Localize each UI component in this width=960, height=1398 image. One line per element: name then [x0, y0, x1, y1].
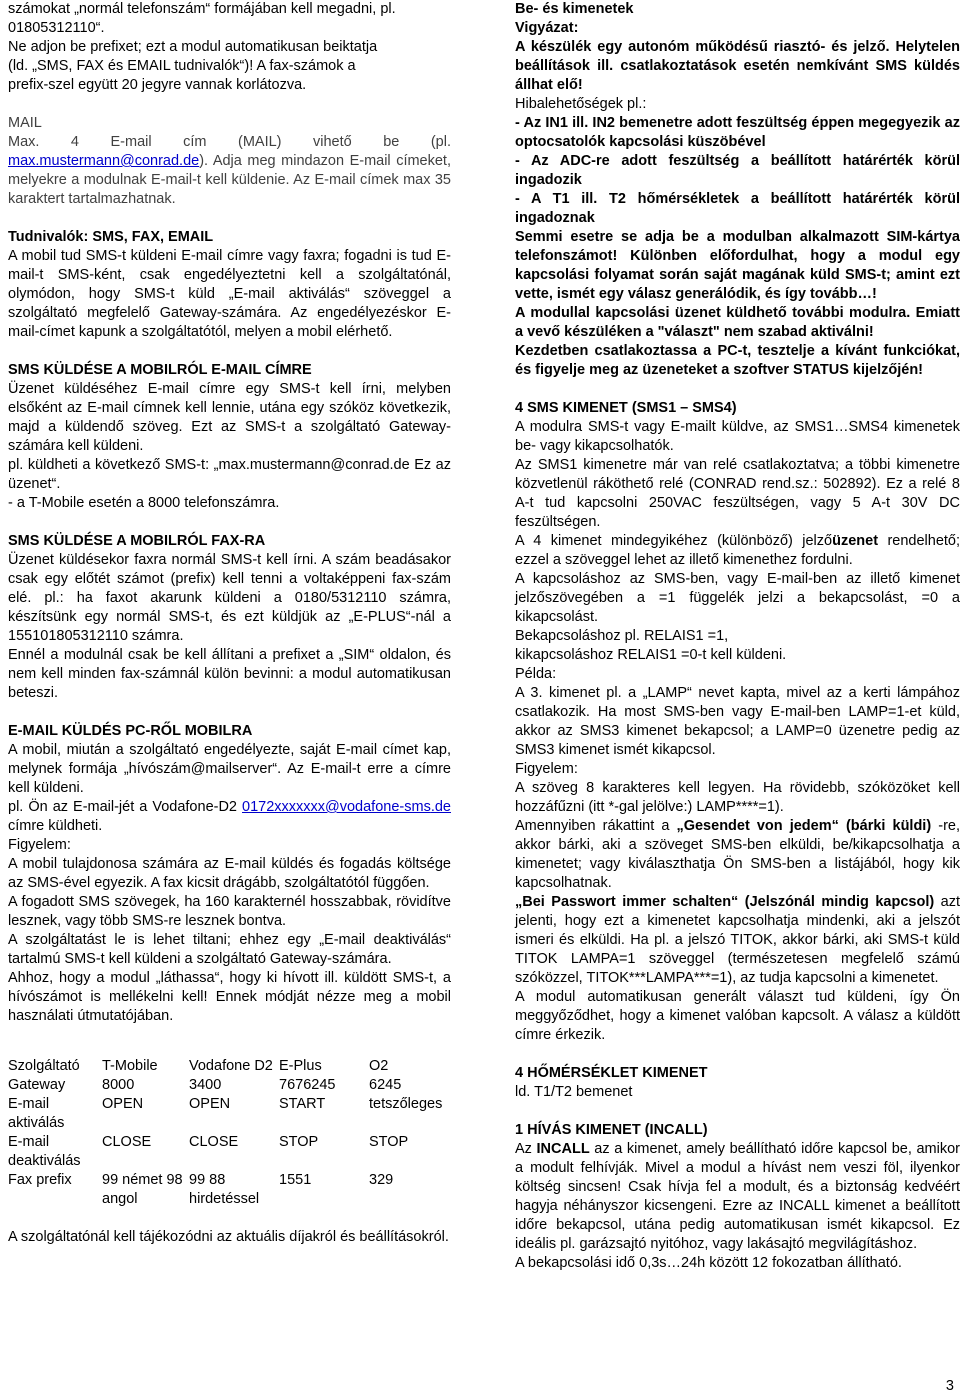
mail-example-link[interactable]: max.mustermann@conrad.de	[8, 153, 200, 169]
table-cell: 6245	[369, 1077, 402, 1093]
io-warning-3: A modullal kapcsolási üzenet küldhető további modulra. Emiatt a vevő készüléken a "választ" nem szabad aktiválni!	[515, 305, 960, 340]
tudnivalok-heading: Tudnivalók: SMS, FAX, EMAIL	[8, 229, 214, 245]
table-cell: E-Plus	[279, 1058, 322, 1074]
io-hiba-1: - Az IN1 ill. IN2 bemenetre adott feszültség éppen megegyezik az optocsatolók kapcsolási küszöbével	[515, 115, 960, 150]
sms-out-text-6: kikapcsoláshoz RELAIS1 =0-t kell küldeni.	[515, 647, 787, 663]
mail-text-post: ). Adja meg mindazon E-mail címeket, melyekre a modulnak E-mail-t kell küldenie. Az E-mail címek max 35 karaktert tartalmazhatnak.	[8, 153, 451, 207]
table-cell: START	[279, 1096, 326, 1112]
sms-email-text-1: Üzenet küldéséhez E-mail címre egy SMS-t kell írni, melyben elsőként az E-mail címnek kell lennie, utána egy szóköz következik, majd a küldendő szöveg. Ezt az SMS-t a szolgáltató Gateway-számára kell küldeni.	[8, 381, 451, 454]
io-warning-label: Vigyázat:	[515, 20, 579, 36]
figyelem-label-2: Figyelem:	[515, 761, 578, 777]
table-cell: tetszőleges	[369, 1096, 443, 1112]
io-hibalehetosegek: Hibalehetőségek pl.:	[515, 96, 647, 112]
sms-out-text-5: Bekapcsoláshoz pl. RELAIS1 =1,	[515, 628, 729, 644]
table-cell: T-Mobile	[102, 1058, 158, 1074]
figyelem-text-4: Ahhoz, hogy a modul „láthassa“, hogy ki hívott ill. küldött SMS-t, a hívószámot is mellékelni kell! Ennek módját nézze meg a mobil használati útmutatójában.	[8, 970, 451, 1024]
sms-email-text-2: pl. küldheti a következő SMS-t: „max.mustermann@conrad.de Ez az üzenet“.	[8, 457, 451, 492]
temp-text: ld. T1/T2 bemenet	[515, 1084, 633, 1100]
figyelem-label-1: Figyelem:	[8, 837, 71, 853]
provider-table	[8, 1057, 451, 1209]
table-cell: STOP	[369, 1134, 409, 1150]
table-row	[8, 1133, 451, 1171]
sms-email-text-3: - a T-Mobile esetén a 8000 telefonszámra.	[8, 495, 280, 511]
sms-out-text-11: A modul automatikusan generált választ tud küldeni, így Ön meggyőződhet, hogy a kimenet valóban kapcsolt. A válasz a küldött címre érkezik.	[515, 989, 960, 1043]
vodafone-email-link[interactable]	[242, 799, 451, 815]
table-cell: 1551	[279, 1172, 312, 1188]
table-cell: 329	[369, 1172, 394, 1188]
sms-out-text-9-pre: Amennyiben rákattint a	[515, 818, 677, 834]
sms-out-text-2: Az SMS1 kimenetre már van relé csatlakoztatva; a többi kimenetre közvetlenül ráköthető relé (CONRAD rend.sz.: 502892). Ez a relé 8 A-t tud kapcsolni 250VAC feszültségen, vagy 5 A-t 30V DC feszültségen.	[515, 457, 960, 530]
sms-out-text-10-post: azt jelenti, hogy ezt a kimenetet kapcsolhatja mindenki, aki a jelszót ismeri és elküldi. Ha pl. a jelszó TITOK, akkor bárki, aki SMS-t küld TITOK LAMPA=1 szöveggel (természetesen megfelelő számú szóközzel, TITOK***LAMPA***=1), az tudja kapcsolni a kimenetet.	[515, 894, 960, 986]
sms-out-text-3	[515, 532, 960, 570]
table-cell: CLOSE	[102, 1134, 152, 1150]
table-cell: 99 88 hirdetéssel	[189, 1172, 260, 1207]
figyelem-text-2: A fogadott SMS szövegek, ha 160 karakternél hosszabbak, rövidítve lesznek, vagy több SMS-re lesznek bontva.	[8, 894, 451, 929]
sms-out-text-3-pre: A 4 kimenet mindegyikéhez (különböző) jelző	[515, 533, 833, 549]
table-cell: Vodafone D2	[189, 1058, 273, 1074]
table-cell: OPEN	[102, 1096, 144, 1112]
email-pc-text-2-post: címre küldheti.	[8, 818, 103, 834]
temp-heading: 4 HŐMÉRSÉKLET KIMENET	[515, 1065, 708, 1081]
intro-line-3: Ne adjon be prefixet; ezt a modul automatikusan beiktatja	[8, 39, 378, 55]
table-row	[8, 1076, 451, 1095]
call-text-1-pre: Az	[515, 1141, 537, 1157]
email-pc-heading: E-MAIL KÜLDÉS PC-RŐL MOBILRA	[8, 723, 253, 739]
sms-out-heading: 4 SMS KIMENET (SMS1 – SMS4)	[515, 400, 737, 416]
sms-out-text-3-bold: üzenet	[832, 533, 879, 549]
table-cell: CLOSE	[189, 1134, 239, 1150]
sms-out-text-4: A kapcsoláshoz az SMS-ben, vagy E-mail-ben az illető kimenet jelzőszövegében a =1 függelék jelzi a bekapcsolást, =0 a kikapcsolást.	[515, 571, 960, 625]
right-column	[515, 0, 960, 1273]
vodafone-email-link-a: 0172xxxxxxx@vodafone-sms	[242, 799, 431, 815]
mail-paragraph	[8, 133, 451, 209]
sms-out-text-9	[515, 817, 960, 893]
sms-fax-text-2: Ennél a modulnál csak be kell állítani a prefixet a „SIM“ oldalon, és nem kell minden fax-számnál külön bevinni: a modul automatikusan beteszi.	[8, 647, 451, 701]
table-cell: STOP	[279, 1134, 319, 1150]
email-pc-text-2	[8, 798, 451, 836]
table-cell: E-mail aktiválás	[8, 1096, 65, 1131]
sms-out-text-1: A modulra SMS-t vagy E-mailt küldve, az SMS1…SMS4 kimenetek be- vagy kikapcsolhatók.	[515, 419, 960, 454]
table-row	[8, 1095, 451, 1133]
sms-out-text-9-bold: „Gesendet von jedem“ (bárki küldi)	[676, 818, 932, 834]
sms-out-text-8: A szöveg 8 karakteres kell legyen. Ha rövidebb, szóközöket kell hozzáfűzni (itt *-gal jelölve:) LAMP****=1).	[515, 780, 960, 815]
table-cell: OPEN	[189, 1096, 231, 1112]
intro-line-4: (ld. „SMS, FAX és EMAIL tudnivalók“)! A fax-számok a	[8, 58, 356, 74]
sms-email-heading: SMS KÜLDÉSE A MOBILRÓL E-MAIL CÍMRE	[8, 362, 312, 378]
sms-out-text-7: A 3. kimenet pl. a „LAMP“ nevet kapta, mivel az a kerti lámpához csatlakozik. Ha most SMS-ben vagy E-mail-ben LAMP=1-et küld, akkor az SMS3 kimenet bekapcsol; a LAMP=0 üzenetre pedig az SMS3 kimenet ismét kikapcsol.	[515, 685, 960, 758]
table-cell: 99 német 98 angol	[102, 1172, 183, 1207]
table-cell: 7676245	[279, 1077, 336, 1093]
table-cell: E-mail deaktiválás	[8, 1134, 81, 1169]
sms-out-text-9-post: -re, akkor bárki, aki a szöveget SMS-ben elküldi, be/kikapcsolhatja a kimenetet; vagy kiválaszthatja Ön SMS-ben a listájából, hogy kik kapcsolhatnak.	[515, 818, 960, 891]
table-cell: 8000	[102, 1077, 135, 1093]
left-column	[8, 0, 451, 1247]
call-text-1-post: az a kimenet, amely beállítható időre kapcsol be, amikor a modult felhívják. Mivel a modul a hívást nem veszi föl, ilyenkor költség sincsen! Csak hívja fel a modult, és a biztonság kedvéért hagyja néhányszor kicsengeni. Ezre az INCALL kimenet a beállított időre bekapcsol, utána pedig automatikusan ismét kikapcsol. Ez ideális pl. garázsajtó nyitóhoz, vagy lakásajtó megvilágításhoz.	[515, 1141, 960, 1252]
footer-text: A szolgáltatónál kell tájékozódni az aktuális díjakról és beállításokról.	[8, 1229, 449, 1245]
pelda-label: Példa:	[515, 666, 557, 682]
io-heading: Be- és kimenetek	[515, 1, 634, 17]
call-text-1	[515, 1140, 960, 1254]
sms-fax-text-1: Üzenet küldésekor faxra normál SMS-t kell írni. A szám beadásakor csak egy előtét számot (prefix) kell tenni a voltaképpeni fax-szám elé. pl.: ha faxot akarunk küldeni a 0180/5312110 számra, készítsünk egy normál SMS-t, és ezt küldjük az „E-PLUS“-nál a 155101805312110 számra.	[8, 552, 451, 644]
email-pc-text-1: A mobil, miután a szolgáltató engedélyezte, saját E-mail címet kap, melynek formája „hívószám@mailserver“. Az E-mail-t erre a címre kell küldeni.	[8, 742, 451, 796]
table-cell: Szolgáltató	[8, 1058, 80, 1074]
io-hiba-3: - A T1 ill. T2 hőmérsékletek a beállított határérték körül ingadoznak	[515, 191, 960, 226]
figyelem-text-3: A szolgáltatást le is lehet tiltani; ehhez egy „E-mail deaktiválás“ tartalmú SMS-t kell küldeni a szolgáltató Gateway-számára.	[8, 932, 451, 967]
intro-line-2: 01805312110“.	[8, 20, 105, 36]
table-row	[8, 1057, 451, 1076]
io-warning-1: A készülék egy autonóm működésű riasztó- és jelző. Helytelen beállítások ill. csatlakoztatások esetén nemkívánt SMS küldés állhat elő!	[515, 39, 960, 93]
table-cell: Fax prefix	[8, 1172, 72, 1188]
figyelem-text-1: A mobil tulajdonosa számára az E-mail küldés és fogadás költsége az SMS-ével egyezik. A fax kicsit drágább, szolgáltatótól függően.	[8, 856, 451, 891]
table-cell: Gateway	[8, 1077, 66, 1093]
sms-out-text-3-post: rendelhető; ezzel a szöveggel lehet az illető kimenethez fordulni.	[515, 533, 960, 568]
email-pc-text-2-pre: pl. Ön az E-mail-jét a Vodafone-D2	[8, 799, 243, 815]
table-row	[8, 1171, 451, 1209]
page-number: 3	[945, 1378, 954, 1394]
mail-text-pre: Max. 4 E-mail cím (MAIL) vihető be (pl.	[8, 134, 451, 150]
vodafone-email-link-b: .de	[430, 799, 451, 815]
table-cell: O2	[369, 1058, 389, 1074]
intro-line-1: számokat „normál telefonszám“ formájában kell megadni, pl.	[8, 1, 396, 17]
io-hiba-2: - Az ADC-re adott feszültség a beállított határérték körül ingadozik	[515, 153, 960, 188]
sms-fax-heading: SMS KÜLDÉSE A MOBILRÓL FAX-RA	[8, 533, 266, 549]
call-text-2: A bekapcsolási idő 0,3s…24h között 12 fokozatban állítható.	[515, 1255, 902, 1271]
call-heading: 1 HÍVÁS KIMENET (INCALL)	[515, 1122, 708, 1138]
sms-out-text-10	[515, 893, 960, 988]
tudnivalok-text: A mobil tud SMS-t küldeni E-mail címre vagy faxra; fogadni is tud E-mail-t SMS-ként, csak engedélyeztetni kell a szolgáltatónál, olymódon, hogy SMS-t küld „E-mail aktiválás“ szöveggel a szolgáltató megfelelő Gateway-számára. Az engedélyezéskor E-mail-címet kapunk a szolgáltatótól, melyen a mobil elérhető.	[8, 248, 451, 340]
io-warning-2: Semmi esetre se adja be a modulban alkalmazott SIM-kártya telefonszámot! Különben előfordulhat, hogy a modul egy kapcsolási folyamat során saját magának küld SMS-t; amint ezt vette, ismét egy válasz generálódik, és így tovább…!	[515, 229, 960, 302]
io-warning-4: Kezdetben csatlakoztassa a PC-t, tesztelje a kívánt funkciókat, és figyelje meg az üzeneteket a szoftver STATUS kijelzőjén!	[515, 343, 960, 378]
mail-heading: MAIL	[8, 115, 42, 131]
table-cell: 3400	[189, 1077, 222, 1093]
intro-line-5: prefix-szel együtt 20 jegyre vannak korlátozva.	[8, 77, 307, 93]
sms-out-text-10-bold: „Bei Passwort immer schalten“ (Jelszónál mindig kapcsol)	[515, 894, 935, 910]
call-text-1-bold: INCALL	[536, 1141, 590, 1157]
